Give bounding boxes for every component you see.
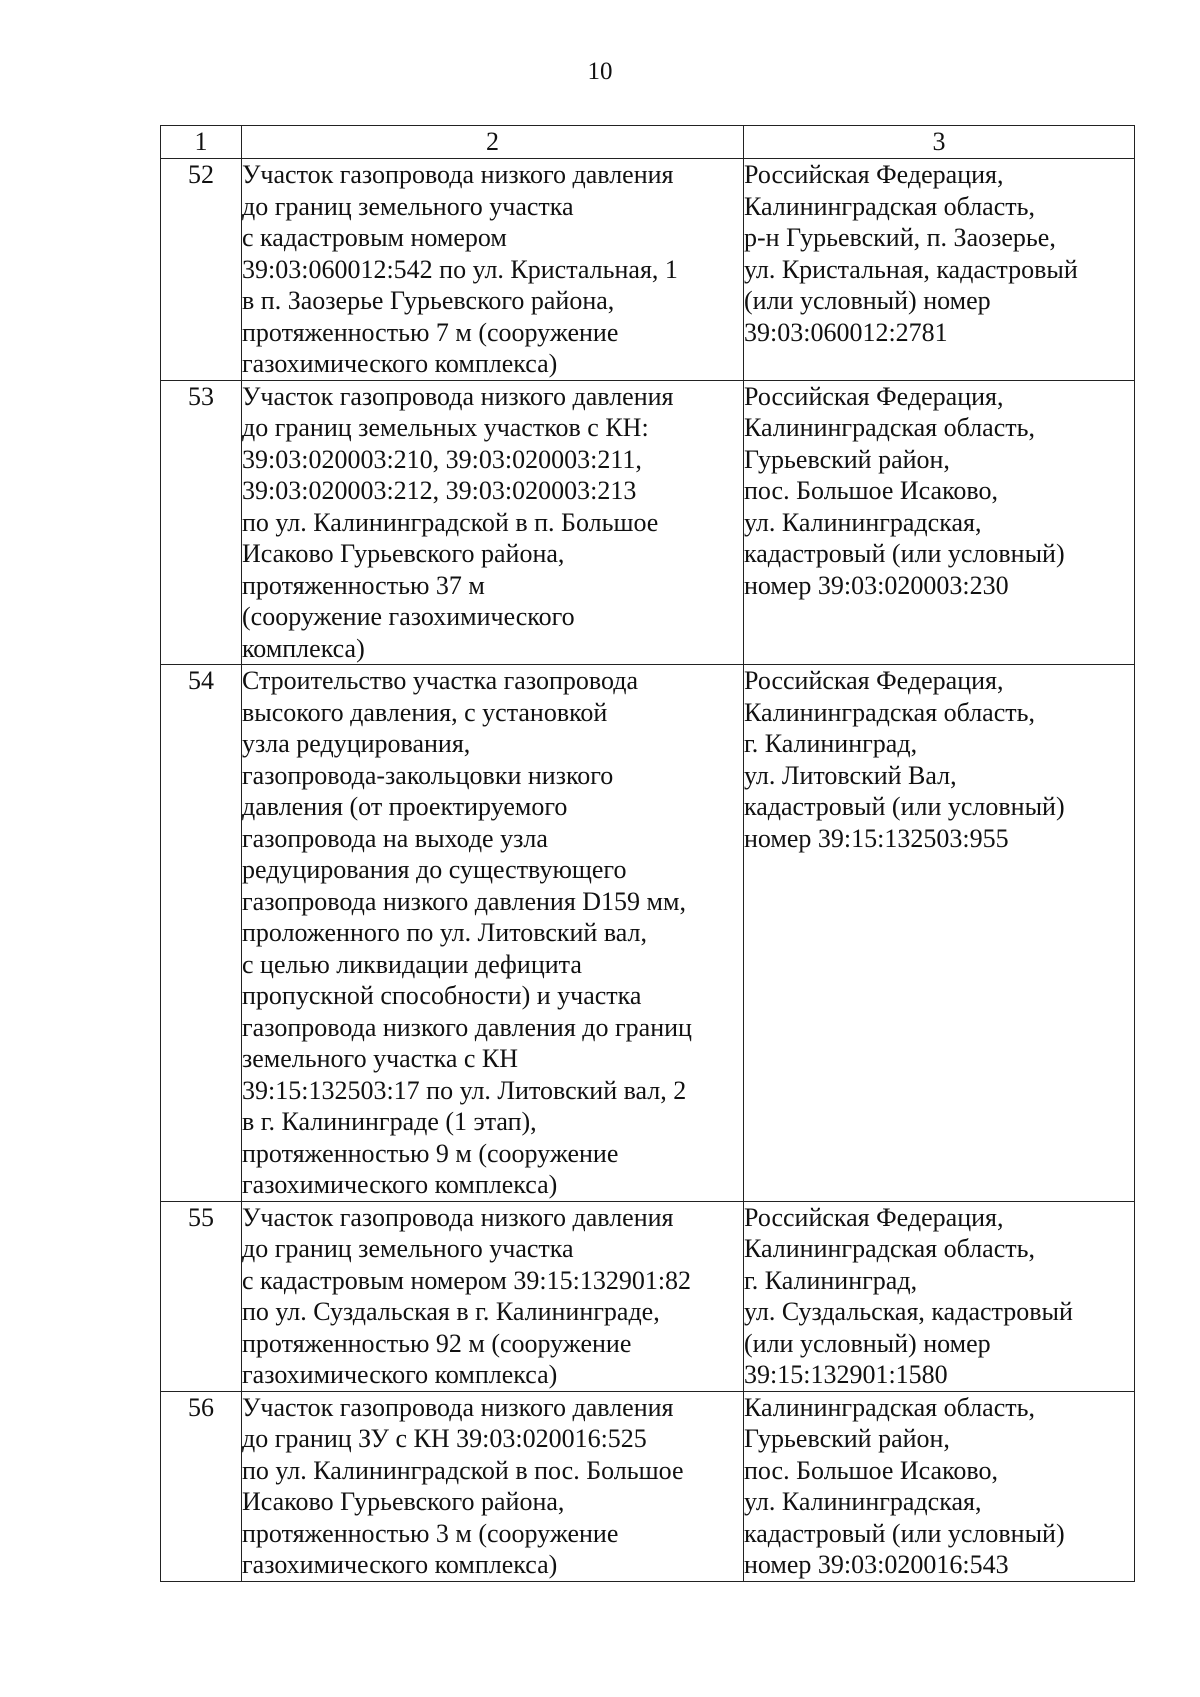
address-line: кадастровый (или условный) bbox=[744, 792, 1065, 821]
description-line: (сооружение газохимического bbox=[242, 602, 575, 631]
address-line: Российская Федерация, bbox=[744, 160, 1004, 189]
description-line: земельного участка с КН bbox=[242, 1044, 519, 1073]
row-number: 55 bbox=[161, 1201, 242, 1391]
description-line: с целью ликвидации дефицита bbox=[242, 949, 582, 979]
address-line: ул. Кристальная, кадастровый bbox=[744, 254, 1078, 284]
description-line: протяженностью 9 м (сооружение bbox=[242, 1138, 619, 1168]
objects-table bbox=[160, 125, 1135, 1582]
row-number: 56 bbox=[161, 1391, 242, 1581]
description-line: 39:03:020003:210, 39:03:020003:211, bbox=[242, 444, 642, 474]
description-line: по ул. Калининградской в пос. Большое bbox=[242, 1455, 684, 1485]
address-line: Калининградская область, bbox=[744, 413, 1035, 442]
description-line: комплекса) bbox=[242, 633, 365, 663]
object-description bbox=[242, 1391, 744, 1581]
object-address bbox=[744, 1391, 1135, 1581]
description-line: протяженностью 3 м (сооружение bbox=[242, 1518, 619, 1548]
address-line: Российская Федерация, bbox=[744, 381, 1004, 411]
address-line: номер 39:15:132503:955 bbox=[744, 823, 1009, 853]
description-line: до границ ЗУ с КН 39:03:020016:525 bbox=[242, 1424, 647, 1453]
header-cell-1: 1 bbox=[161, 126, 242, 159]
description-line: Участок газопровода низкого давления bbox=[242, 381, 674, 411]
row-number: 54 bbox=[161, 665, 242, 1202]
description-line: узла редуцирования, bbox=[242, 729, 471, 758]
description-line: газопровода на выходе узла bbox=[242, 823, 548, 853]
address-line: Гурьевский район, bbox=[744, 444, 950, 474]
description-line: проложенного по ул. Литовский вал, bbox=[242, 918, 648, 947]
page-number: 10 bbox=[587, 58, 613, 85]
address-line: ул. Литовский Вал, bbox=[744, 760, 957, 790]
description-line: пропускной способности) и участка bbox=[242, 981, 642, 1010]
description-line: 39:03:020003:212, 39:03:020003:213 bbox=[242, 476, 637, 505]
description-line: 39:03:060012:542 по ул. Кристальная, 1 bbox=[242, 254, 678, 284]
description-line: в г. Калининграде (1 этап), bbox=[242, 1107, 537, 1136]
description-line: протяженностью 37 м bbox=[242, 570, 485, 600]
description-line: Строительство участка газопровода bbox=[242, 666, 638, 695]
row-number: 53 bbox=[161, 380, 242, 665]
description-line: газопровода низкого давления D159 мм, bbox=[242, 886, 686, 916]
header-row bbox=[161, 126, 1135, 159]
description-line: в п. Заозерье Гурьевского района, bbox=[242, 286, 615, 315]
description-line: 39:15:132503:17 по ул. Литовский вал, 2 bbox=[242, 1075, 687, 1105]
description-line: высокого давления, с установкой bbox=[242, 697, 608, 727]
description-line: газохимического комплекса) bbox=[242, 1170, 558, 1199]
address-line: г. Калининград, bbox=[744, 729, 918, 758]
address-line: ул. Суздальская, кадастровый bbox=[744, 1297, 1073, 1326]
address-line: 39:03:060012:2781 bbox=[744, 317, 948, 347]
address-line: пос. Большое Исаково, bbox=[744, 476, 998, 505]
object-address bbox=[744, 159, 1135, 381]
address-line: (или условный) номер bbox=[744, 286, 991, 315]
description-line: с кадастровым номером bbox=[242, 223, 507, 252]
table-row bbox=[161, 380, 1135, 665]
description-line: давления (от проектируемого bbox=[242, 792, 568, 821]
address-line: р-н Гурьевский, п. Заозерье, bbox=[744, 223, 1056, 252]
header-cell-3: 3 bbox=[744, 126, 1135, 159]
description-line: газохимического комплекса) bbox=[242, 349, 558, 378]
address-line: Калининградская область, bbox=[744, 191, 1035, 221]
object-address bbox=[744, 665, 1135, 1202]
address-line: г. Калининград, bbox=[744, 1265, 918, 1295]
object-description bbox=[242, 159, 744, 381]
address-line: Калининградская область, bbox=[744, 1392, 1035, 1422]
description-line: газопровода низкого давления до границ bbox=[242, 1012, 692, 1042]
table-row bbox=[161, 1201, 1135, 1391]
description-line: до границ земельного участка bbox=[242, 191, 574, 221]
table-row bbox=[161, 159, 1135, 381]
description-line: протяженностью 7 м (сооружение bbox=[242, 317, 619, 347]
description-line: по ул. Суздальская в г. Калининграде, bbox=[242, 1297, 660, 1326]
object-description bbox=[242, 1201, 744, 1391]
description-line: до границ земельного участка bbox=[242, 1234, 574, 1263]
address-line: (или условный) номер bbox=[744, 1328, 991, 1358]
address-line: Российская Федерация, bbox=[744, 666, 1004, 695]
object-description bbox=[242, 665, 744, 1202]
address-line: Российская Федерация, bbox=[744, 1202, 1004, 1232]
table-row bbox=[161, 665, 1135, 1202]
address-line: Гурьевский район, bbox=[744, 1424, 950, 1453]
description-line: по ул. Калининградской в п. Большое bbox=[242, 507, 659, 537]
description-line: Исаково Гурьевского района, bbox=[242, 1487, 565, 1516]
address-line: номер 39:03:020003:230 bbox=[744, 570, 1009, 600]
header-cell-2: 2 bbox=[242, 126, 744, 159]
object-address bbox=[744, 380, 1135, 665]
description-line: газохимического комплекса) bbox=[242, 1550, 558, 1579]
address-line: ул. Калининградская, bbox=[744, 507, 982, 537]
description-line: Исаково Гурьевского района, bbox=[242, 539, 565, 568]
description-line: Участок газопровода низкого давления bbox=[242, 1392, 674, 1422]
table-row bbox=[161, 1391, 1135, 1581]
address-line: Калининградская область, bbox=[744, 1234, 1035, 1263]
address-line: кадастровый (или условный) bbox=[744, 1518, 1065, 1548]
description-line: Участок газопровода низкого давления bbox=[242, 160, 674, 189]
address-line: пос. Большое Исаково, bbox=[744, 1455, 998, 1485]
description-line: редуцирования до существующего bbox=[242, 855, 627, 884]
description-line: до границ земельных участков с КН: bbox=[242, 413, 649, 442]
address-line: 39:15:132901:1580 bbox=[744, 1360, 948, 1389]
address-line: Калининградская область, bbox=[744, 697, 1035, 727]
description-line: газопровода-закольцовки низкого bbox=[242, 760, 614, 790]
description-line: протяженностью 92 м (сооружение bbox=[242, 1328, 632, 1358]
description-line: с кадастровым номером 39:15:132901:82 bbox=[242, 1265, 692, 1295]
object-description bbox=[242, 380, 744, 665]
description-line: Участок газопровода низкого давления bbox=[242, 1202, 674, 1232]
address-line: номер 39:03:020016:543 bbox=[744, 1550, 1009, 1579]
object-address bbox=[744, 1201, 1135, 1391]
description-line: газохимического комплекса) bbox=[242, 1360, 558, 1389]
row-number: 52 bbox=[161, 159, 242, 381]
table-body bbox=[161, 126, 1135, 1582]
address-line: кадастровый (или условный) bbox=[744, 539, 1065, 568]
address-line: ул. Калининградская, bbox=[744, 1487, 982, 1516]
